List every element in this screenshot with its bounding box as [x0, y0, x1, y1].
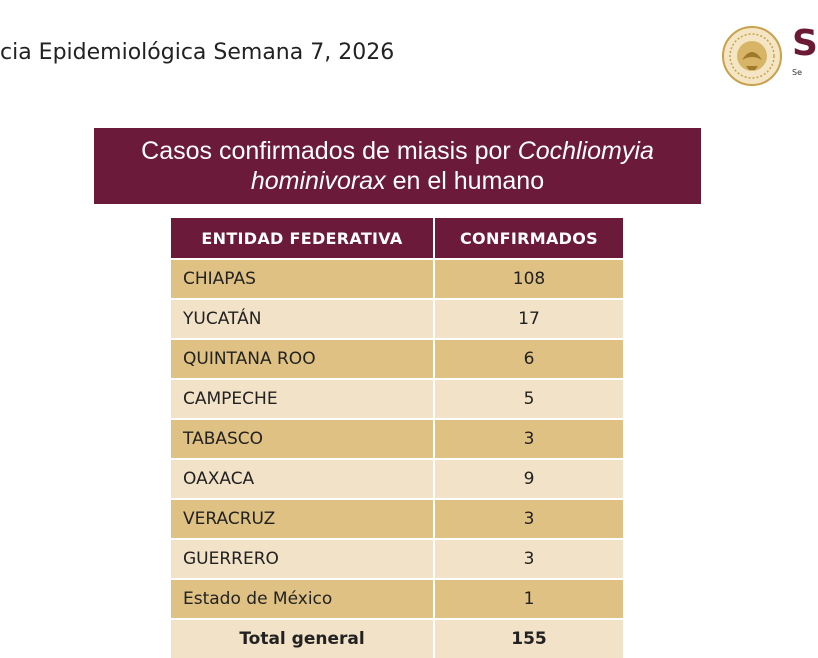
cell-confirmados: 3: [435, 498, 623, 538]
cell-entidad: GUERRERO: [171, 538, 435, 578]
table-row: [171, 338, 623, 378]
column-header-confirmados: CONFIRMADOS: [435, 218, 623, 258]
national-seal-icon: [722, 26, 782, 86]
cell-confirmados: 108: [435, 258, 623, 298]
column-header-entidad: ENTIDAD FEDERATIVA: [171, 218, 435, 258]
cell-entidad: Estado de México: [171, 578, 435, 618]
brand-subtext: Se: [792, 68, 802, 77]
cell-total-label: Total general: [171, 618, 435, 658]
table-row: [171, 458, 623, 498]
table-row: [171, 378, 623, 418]
table-row: [171, 538, 623, 578]
cell-confirmados: 1: [435, 578, 623, 618]
cell-entidad: OAXACA: [171, 458, 435, 498]
cell-entidad: CAMPECHE: [171, 378, 435, 418]
cell-confirmados: 3: [435, 538, 623, 578]
title-text-2: en el humano: [385, 167, 545, 195]
title-italic-species: Cochliomyia hominivorax: [250, 137, 654, 195]
table-row: [171, 498, 623, 538]
table-row: [171, 298, 623, 338]
cell-entidad: VERACRUZ: [171, 498, 435, 538]
cell-confirmados: 5: [435, 378, 623, 418]
table-header-row: [171, 218, 623, 258]
page-header-title: cia Epidemiológica Semana 7, 2026: [0, 40, 395, 65]
table-row: [171, 418, 623, 458]
cell-entidad: QUINTANA ROO: [171, 338, 435, 378]
brand-letter: S: [792, 23, 818, 64]
cell-confirmados: 6: [435, 338, 623, 378]
cell-confirmados: 9: [435, 458, 623, 498]
title-text-1: Casos confirmados de miasis por: [141, 137, 518, 165]
cell-confirmados: 17: [435, 298, 623, 338]
table-row: [171, 578, 623, 618]
table-row: [171, 258, 623, 298]
brand-logo: [792, 23, 818, 86]
table-total-row: [171, 618, 623, 658]
cases-table: [171, 218, 623, 658]
cell-entidad: CHIAPAS: [171, 258, 435, 298]
cell-entidad: TABASCO: [171, 418, 435, 458]
cell-total-value: 155: [435, 618, 623, 658]
cell-entidad: YUCATÁN: [171, 298, 435, 338]
cell-confirmados: 3: [435, 418, 623, 458]
title-banner: [94, 128, 701, 204]
